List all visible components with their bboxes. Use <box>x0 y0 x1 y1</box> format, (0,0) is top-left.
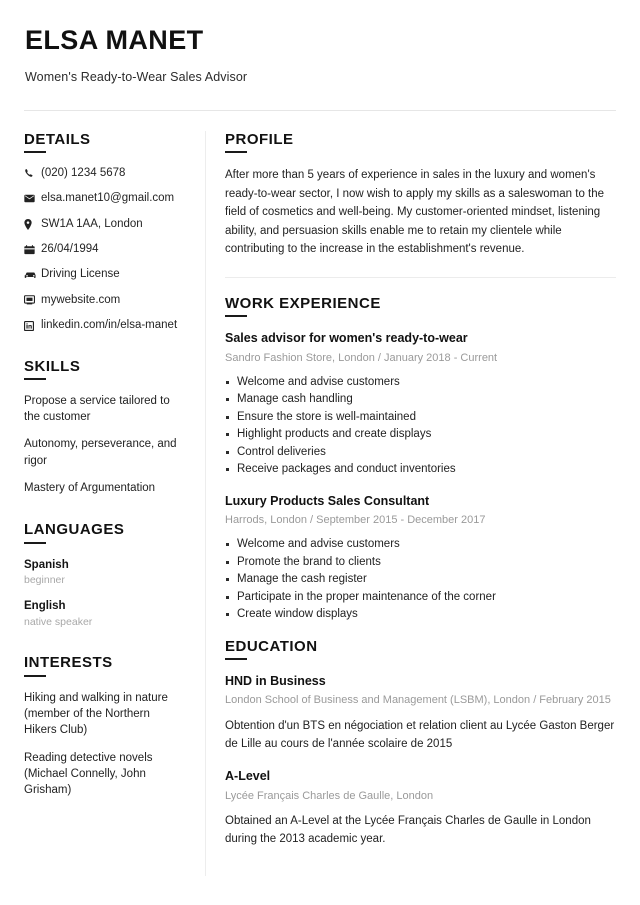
list-item: Control deliveries <box>225 444 616 461</box>
list-item: Highlight products and create displays <box>225 426 616 443</box>
list-item: Ensure the store is well-maintained <box>225 409 616 426</box>
section-divider <box>225 277 616 278</box>
list-item <box>24 598 182 629</box>
heading-underline <box>24 675 46 677</box>
heading-underline <box>225 658 247 660</box>
detail-email <box>24 191 182 205</box>
details-heading: DETAILS <box>24 130 91 148</box>
detail-location <box>24 217 182 231</box>
entry-bullets <box>225 374 616 479</box>
resume-body <box>24 131 616 864</box>
list-item: Create window displays <box>225 606 616 623</box>
language-level: native speaker <box>24 615 93 628</box>
entry-subtitle: Lycée Français Charles de Gaulle, London <box>225 789 434 802</box>
phone-icon <box>24 167 41 180</box>
education-heading: EDUCATION <box>225 637 318 655</box>
profile-section <box>225 131 616 259</box>
monitor-icon <box>24 294 41 307</box>
list-item: Promote the brand to clients <box>225 554 616 571</box>
detail-value: SW1A 1AA, London <box>41 217 143 230</box>
languages-section <box>24 521 182 629</box>
list-item <box>24 557 182 588</box>
language-name: English <box>24 600 66 613</box>
interests-section <box>24 654 182 798</box>
heading-underline <box>24 378 46 380</box>
heading-underline <box>24 151 46 153</box>
detail-phone <box>24 166 182 180</box>
heading-underline <box>24 542 46 544</box>
main-content <box>196 131 616 864</box>
profile-heading: PROFILE <box>225 130 294 148</box>
linkedin-icon <box>24 319 41 332</box>
list-item: Mastery of Argumentation <box>24 482 156 495</box>
languages-heading: LANGUAGES <box>24 521 125 539</box>
education-entry <box>225 768 616 848</box>
detail-value[interactable]: elsa.manet10@gmail.com <box>41 192 175 205</box>
entry-bullets <box>225 536 616 623</box>
language-name: Spanish <box>24 558 69 571</box>
list-item: Manage the cash register <box>225 571 616 588</box>
heading-underline <box>225 315 247 317</box>
detail-value[interactable]: linkedin.com/in/elsa-manet <box>41 319 178 332</box>
detail-value: Driving License <box>41 268 120 281</box>
page-title: ELSA MANET <box>25 25 204 55</box>
entry-title: A-Level <box>225 769 271 784</box>
entry-subtitle: London School of Business and Management (LSBM), London / February 2015 <box>225 694 611 707</box>
entry-title: Luxury Products Sales Consultant <box>225 493 430 508</box>
calendar-icon <box>24 243 41 256</box>
education-entry <box>225 673 616 753</box>
detail-value: 26/04/1994 <box>41 243 99 256</box>
entry-description: Obtained an A-Level at the Lycée Français Charles de Gaulle in London during the 2013 academic year. <box>225 815 591 846</box>
list-item: Autonomy, perseverance, and rigor <box>24 438 177 467</box>
detail-driving-license <box>24 267 182 281</box>
entry-subtitle: Sandro Fashion Store, London / January 2018 - Current <box>225 351 498 364</box>
detail-birthdate <box>24 242 182 256</box>
entry-title: HND in Business <box>225 674 326 688</box>
list-item: Receive packages and conduct inventories <box>225 461 616 478</box>
list-item: Participate in the proper maintenance of the corner <box>225 589 616 606</box>
details-section <box>24 131 182 333</box>
location-pin-icon <box>24 218 41 231</box>
list-item: Propose a service tailored to the customer <box>24 394 170 424</box>
header-divider <box>24 110 616 111</box>
list-item: Hiking and walking in nature (member of the Northern Hikers Club) <box>24 691 168 737</box>
detail-value[interactable]: (020) 1234 5678 <box>41 166 126 179</box>
column-divider <box>205 131 206 876</box>
skills-section <box>24 358 182 497</box>
entry-subtitle: Harrods, London / September 2015 - December 2017 <box>225 514 486 527</box>
sidebar <box>24 131 196 810</box>
work-entry <box>225 493 616 624</box>
detail-website <box>24 293 182 307</box>
list-item: Welcome and advise customers <box>225 374 616 391</box>
entry-description: Obtention d'un BTS en négociation et relation client au Lycée Gaston Berger de Lille au cours de l'année scolaire de 2015 <box>225 719 615 751</box>
work-entry <box>225 330 616 478</box>
education-section <box>225 638 616 849</box>
language-level: beginner <box>24 573 65 586</box>
resume-header <box>24 26 616 84</box>
detail-linkedin <box>24 318 182 332</box>
profile-text: After more than 5 years of experience in sales in the luxury and women's ready-to-wear sector, I now wish to apply my skills as a saleswoman to the field of cosmetics and well-being. My customer-oriented mindset, listening ability, and persuasion skills enable me to retain my clientele while contributing to the increase in the establishment's revenue. <box>225 168 605 256</box>
job-title: Women's Ready-to-Wear Sales Advisor <box>25 69 248 84</box>
list-item: Welcome and advise customers <box>225 536 616 553</box>
skills-heading: SKILLS <box>24 357 81 375</box>
heading-underline <box>225 151 247 153</box>
list-item: Reading detective novels (Michael Connelly, John Grisham) <box>24 751 153 797</box>
detail-value[interactable]: mywebsite.com <box>41 293 121 306</box>
entry-title: Sales advisor for women's ready-to-wear <box>225 331 468 346</box>
work-experience-heading: WORK EXPERIENCE <box>225 295 381 313</box>
interests-heading: INTERESTS <box>24 654 113 672</box>
work-experience-section <box>225 295 616 624</box>
envelope-icon <box>24 192 41 205</box>
car-icon <box>24 268 41 281</box>
list-item: Manage cash handling <box>225 391 616 408</box>
